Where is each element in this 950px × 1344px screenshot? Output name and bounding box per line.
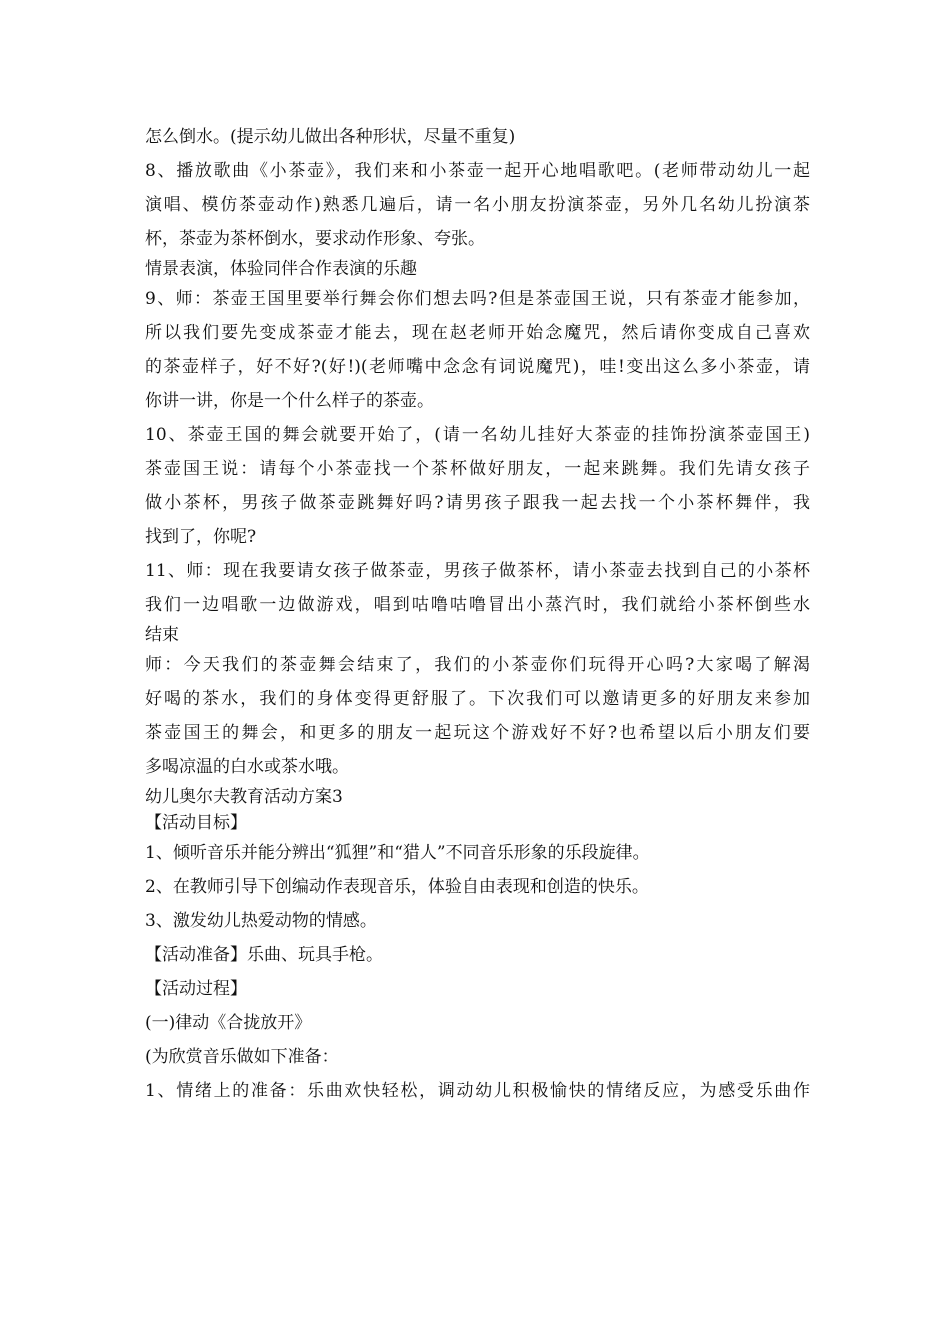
text-line: 9、师：茶壶王国里要举行舞会你们想去吗?但是茶壶国王说，只有茶壶才能参加， [145,289,810,309]
text-line: 2、在教师引导下创编动作表现音乐，体验自由表现和创造的快乐。 [145,877,649,897]
text-line: 师：今天我们的茶壶舞会结束了，我们的小茶壶你们玩得开心吗?大家喝了解渴 [145,655,810,675]
text-line: 结束 [145,625,179,645]
text-line: 情景表演，体验同伴合作表演的乐趣 [145,259,417,279]
text-line: 11、师：现在我要请女孩子做茶壶，男孩子做茶杯，请小茶壶去找到自己的小茶杯 [145,561,810,581]
text-line: 所以我们要先变成茶壶才能去，现在赵老师开始念魔咒，然后请你变成自己喜欢 [145,323,810,343]
document-body [145,120,810,1108]
section-heading: 【活动目标】 [145,813,247,833]
text-line: 做小茶杯，男孩子做茶壶跳舞好吗?请男孩子跟我一起去找一个小茶杯舞伴，我 [145,493,810,513]
text-line: 多喝凉温的白水或茶水哦。 [145,757,349,777]
text-line: 好喝的茶水，我们的身体变得更舒服了。下次我们可以邀请更多的好朋友来参加 [145,689,810,709]
text-line: 【活动准备】乐曲、玩具手枪。 [145,945,383,965]
text-line: 10、茶壶王国的舞会就要开始了，(请一名幼儿挂好大茶壶的挂饰扮演茶壶国王) [145,425,810,445]
text-line: (为欣赏音乐做如下准备： [145,1047,339,1067]
text-line: 怎么倒水。(提示幼儿做出各种形状，尽量不重复) [145,127,516,147]
section-heading: 【活动过程】 [145,979,247,999]
section-heading: 幼儿奥尔夫教育活动方案3 [145,787,343,807]
text-line: 8、播放歌曲《小茶壶》，我们来和小茶壶一起开心地唱歌吧。(老师带动幼儿一起 [145,161,810,181]
text-line: 你讲一讲，你是一个什么样子的茶壶。 [145,391,434,411]
text-line: 茶壶国王的舞会，和更多的朋友一起玩这个游戏好不好?也希望以后小朋友们要 [145,723,810,743]
text-line: 杯，茶壶为茶杯倒水，要求动作形象、夸张。 [145,229,485,249]
text-line: 3、激发幼儿热爱动物的情感。 [145,911,377,931]
text-line: 找到了，你呢? [145,527,257,547]
text-line: 演唱、模仿茶壶动作)熟悉几遍后，请一名小朋友扮演茶壶，另外几名幼儿扮演茶 [145,195,810,215]
text-line: 1、倾听音乐并能分辨出“狐狸”和“猎人”不同音乐形象的乐段旋律。 [145,843,650,863]
text-line: 1、情绪上的准备：乐曲欢快轻松，调动幼儿积极愉快的情绪反应，为感受乐曲作 [145,1081,810,1101]
text-line: 我们一边唱歌一边做游戏，唱到咕噜咕噜冒出小蒸汽时，我们就给小茶杯倒些水 [145,595,810,615]
text-line: 的茶壶样子，好不好?(好!)(老师嘴中念念有词说魔咒)，哇!变出这么多小茶壶，请 [145,357,810,377]
text-line: 茶壶国王说：请每个小茶壶找一个茶杯做好朋友，一起来跳舞。我们先请女孩子 [145,459,810,479]
text-line: (一)律动《合拢放开》 [145,1013,312,1033]
